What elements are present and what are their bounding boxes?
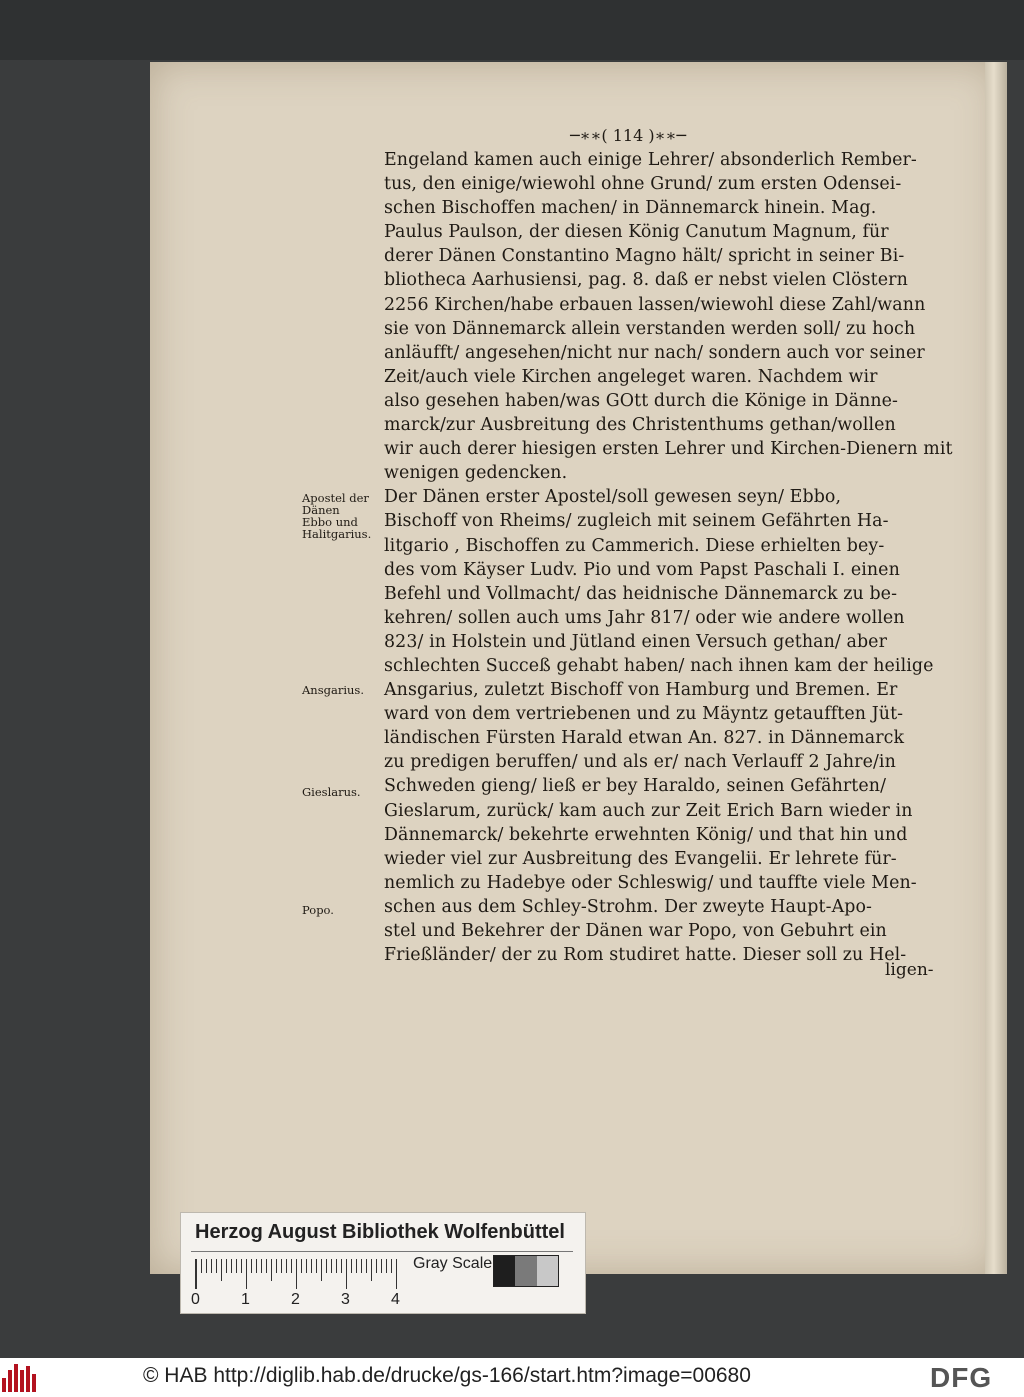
marginal-note (302, 786, 382, 798)
text-line: marck/zur Ausbreitung des Christenthums gethan/wollen (384, 415, 896, 436)
ruler-tick (261, 1259, 262, 1273)
text-line: 823/ in Holstein und Jütland einen Versuch gethan/ aber (384, 631, 887, 652)
marginal-note (302, 904, 382, 916)
ruler-tick (221, 1259, 222, 1281)
ruler-tick (326, 1259, 327, 1273)
viewer-frame (0, 0, 1024, 60)
gray-swatch (515, 1256, 536, 1286)
ruler-tick (276, 1259, 277, 1273)
text-line: wenigen gedencken. (384, 463, 568, 484)
hab-logo-icon (2, 1362, 42, 1392)
text-line: zu predigen beruffen/ und als er/ nach Verlauff 2 Jahre/in (384, 752, 896, 773)
ruler-number: 0 (191, 1291, 200, 1308)
ruler-tick (356, 1259, 357, 1273)
ruler-tick (321, 1259, 322, 1281)
ruler-tick (206, 1259, 207, 1273)
text-line: derer Dänen Constantino Magno hält/ spricht in seiner Bi- (384, 246, 905, 267)
gray-swatch (537, 1256, 558, 1286)
catchword: ligen- (885, 960, 934, 980)
ruler-tick (331, 1259, 332, 1273)
text-line: Paulus Paulson, der diesen König Canutum Magnum, für (384, 222, 889, 243)
text-line: Befehl und Vollmacht/ das heidnische Dännemarck zu be- (384, 583, 898, 604)
text-line: ward von dem vertriebenen und zu Mäyntz getaufften Jüt- (384, 704, 904, 725)
library-label-card (180, 1212, 586, 1314)
ruler-number: 2 (291, 1291, 300, 1308)
marginal-note-line: Popo. (302, 903, 334, 917)
text-line: Dännemarck/ bekehrte erwehnten König/ und that hin und (384, 824, 908, 845)
ruler-tick (226, 1259, 227, 1273)
ruler-tick (336, 1259, 337, 1273)
ruler-tick (391, 1259, 392, 1273)
ruler-tick (266, 1259, 267, 1273)
ruler-tick (316, 1259, 317, 1273)
ruler-tick (251, 1259, 252, 1273)
text-line: Schweden gieng/ ließ er bey Haraldo, seinen Gefährten/ (384, 776, 887, 797)
ruler-tick (341, 1259, 342, 1273)
ruler-tick (376, 1259, 377, 1273)
text-line: wieder viel zur Ausbreitung des Evangelii. Er lehrete für- (384, 848, 897, 869)
gray-swatch (494, 1256, 515, 1286)
ruler-tick (351, 1259, 352, 1273)
text-line: sie von Dännemarck allein verstanden werden soll/ zu hoch (384, 318, 916, 339)
page-body (384, 148, 953, 967)
text-line: bliotheca Aarhusiensi, pag. 8. daß er nebst vielen Clöstern (384, 270, 908, 291)
text-line: Gieslarum, zurück/ kam auch zur Zeit Erich Barn wieder in (384, 800, 913, 821)
text-line: kehren/ sollen auch ums Jahr 817/ oder wie andere wollen (384, 607, 905, 628)
ruler-tick (291, 1259, 292, 1273)
text-line: wir auch derer hiesigen ersten Lehrer und Kirchen-Dienern mit (384, 439, 953, 460)
text-line: ländischen Fürsten Harald etwan An. 827. in Dännemarck (384, 728, 905, 749)
ruler-tick (201, 1259, 202, 1273)
marginal-note-line: Dänen (302, 503, 340, 517)
text-line: tus, den einige/wiewohl ohne Grund/ zum ersten Odensei- (384, 174, 902, 195)
text-line: Engeland kamen auch einige Lehrer/ absonderlich Rember- (384, 150, 917, 170)
ruler-tick (371, 1259, 372, 1281)
text-line: schlechten Succeß gehabt haben/ nach ihnen kam der heilige (384, 655, 934, 676)
ruler-tick (301, 1259, 302, 1273)
text-line: 2256 Kirchen/habe erbauen lassen/wiewohl diese Zahl/wann (384, 294, 926, 315)
ruler-tick (216, 1259, 217, 1273)
library-name: Herzog August Bibliothek Wolfenbüttel (195, 1221, 565, 1243)
gray-scale-label: Gray Scale (413, 1255, 493, 1272)
marginal-note-line: Gieslarus. (302, 785, 361, 799)
ruler-tick (296, 1259, 297, 1289)
text-line: litgario , Bischoffen zu Cammerich. Diese erhielten bey- (384, 535, 885, 556)
text-line: des vom Käyser Ludv. Pio und vom Papst Paschali I. einen (384, 559, 900, 580)
text-line: Ansgarius, zuletzt Bischoff von Hamburg und Bremen. Er (384, 680, 898, 701)
text-line: Bischoff von Rheims/ zugleich mit seinem Gefährten Ha- (384, 511, 889, 532)
text-line: nemlich zu Hadebye oder Schleswig/ und tauffte viele Men- (384, 872, 917, 893)
marginal-note (302, 684, 382, 696)
copyright-url[interactable]: © HAB http://diglib.hab.de/drucke/gs-166/start.htm?image=00680 (143, 1364, 751, 1387)
ruler-tick (231, 1259, 232, 1273)
scale-ruler (195, 1259, 402, 1289)
ruler-tick (281, 1259, 282, 1273)
marginal-note-line: Ansgarius. (302, 683, 364, 697)
ruler-tick (256, 1259, 257, 1273)
text-line: Der Dänen erster Apostel/soll gewesen seyn/ Ebbo, (384, 487, 842, 508)
ruler-numbers (191, 1291, 421, 1311)
marginal-note-line: Halitgarius. (302, 527, 372, 541)
ruler-tick (346, 1259, 347, 1289)
ruler-tick (211, 1259, 212, 1273)
ruler-number: 4 (391, 1291, 400, 1308)
footer-bar (0, 1358, 1024, 1397)
ruler-tick (381, 1259, 382, 1273)
text-line: also gesehen haben/was GOtt durch die Könige in Dänne- (384, 390, 899, 411)
ruler-tick (306, 1259, 307, 1273)
ruler-tick (366, 1259, 367, 1273)
ruler-tick (286, 1259, 287, 1273)
text-line: Frießländer/ der zu Rom studiret hatte. Dieser soll zu Hel- (384, 945, 907, 966)
ruler-number: 1 (241, 1291, 250, 1308)
ruler-tick (196, 1259, 197, 1289)
ruler-tick (386, 1259, 387, 1273)
text-line: stel und Bekehrer der Dänen war Popo, von Gebuhrt ein (384, 921, 887, 941)
ruler-tick (241, 1259, 242, 1273)
gray-scale-swatches (493, 1255, 559, 1287)
text-line: schen Bischoffen machen/ in Dännemarck hinein. Mag. (384, 198, 877, 219)
ruler-tick (361, 1259, 362, 1273)
marginal-note-line: Apostel der (302, 491, 369, 505)
marginal-note-line: Ebbo und (302, 515, 358, 529)
text-line: Zeit/auch viele Kirchen angeleget waren. Nachdem wir (384, 366, 878, 387)
page-header: ─∗∗( 114 )∗∗─ (570, 126, 686, 145)
ruler-tick (396, 1259, 397, 1289)
divider (191, 1251, 573, 1252)
marginal-note (302, 492, 382, 540)
text-line: schen aus dem Schley-Strohm. Der zweyte Haupt-Apo- (384, 896, 873, 917)
ruler-tick (271, 1259, 272, 1281)
ruler-tick (236, 1259, 237, 1273)
ruler-tick (246, 1259, 247, 1289)
ruler-number: 3 (341, 1291, 350, 1308)
ruler-tick (311, 1259, 312, 1273)
dfg-logo: DFG (930, 1362, 993, 1393)
page-edge (985, 62, 1007, 1274)
text-line: anläufft/ angesehen/nicht nur nach/ sondern auch vor seiner (384, 342, 925, 363)
